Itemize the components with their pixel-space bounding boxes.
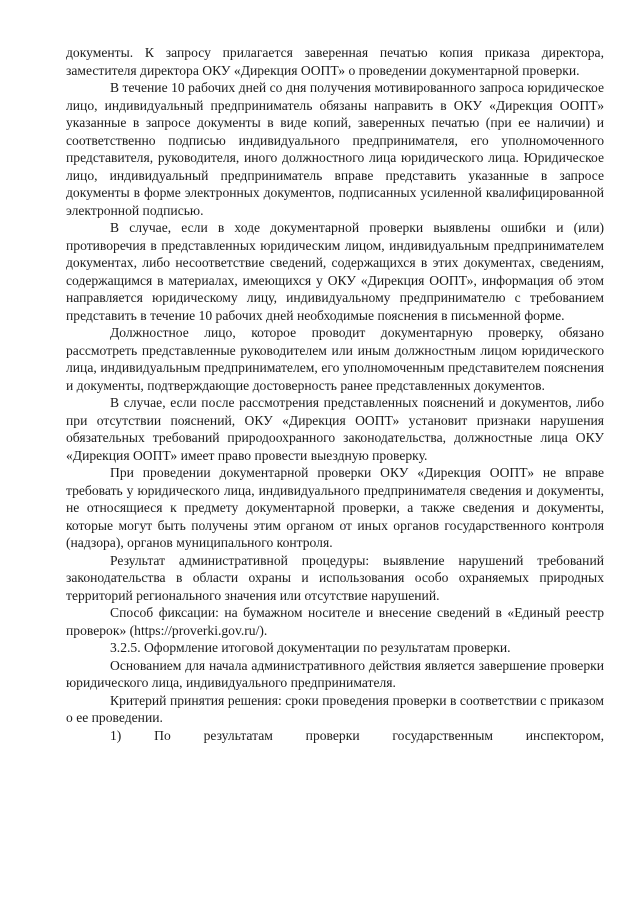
paragraph-official-review: Должностное лицо, которое проводит документарную проверку, обязано рассмотреть представленные руководителем или иным должностным лицом юридического лица, индивидуальным предпринимателем, его уполномоченным представителем пояснения и документы, подтверждающие достоверность ранее представленных документов. (66, 325, 604, 393)
paragraph-procedure-result: Результат административной процедуры: выявление нарушений требований законодательства в области охраны и использования особо охраняемых природных территорий регионального значения или отсутствие нарушений. (66, 552, 604, 603)
list-item-1: 1) По результатам проверки государственным инспектором, (110, 727, 604, 743)
paragraph-response-deadline: В течение 10 рабочих дней со дня получения мотивированного запроса юридическое лицо, индивидуальный предприниматель обязаны направить в ОКУ «Дирекция ООПТ» указанные в запросе документы в виде копий, заверенных печатью (при ее наличии) и соответственно подписью индивидуального предпринимателя, его уполномоченного представителя, руководителя, иного должностного лица юридического лица. Юридическое лицо, индивидуальный предприниматель вправе представить указанные в запросе документы в форме электронных документов, подписанных усиленной квалифицированной электронной подписью. (66, 80, 604, 218)
paragraph-errors-found: В случае, если в ходе документарной проверки выявлены ошибки и (или) противоречия в представленных юридическим лицом, индивидуальным предпринимателем документах, либо несоответствие сведений, содержащихся в этих документах, сведениям, содержащимся в материалах, имеющихся у ОКУ «Дирекция ООПТ», информация об этом направляется юридическому лицу, индивидуальному предпринимателю с требованием представить в течение 10 рабочих дней необходимые пояснения в письменной форме. (66, 220, 604, 323)
paragraph-recording-method: Способ фиксации: на бумажном носителе и внесение сведений в «Единый реестр проверок» (https://proverki.gov.ru/). (66, 605, 604, 638)
paragraph-field-inspection: В случае, если после рассмотрения представленных пояснений и документов, либо при отсутствии пояснений, ОКУ «Дирекция ООПТ» установит признаки нарушения обязательных требований природоохранного законодательства, должностные лица ОКУ «Дирекция ООПТ» имеет право провести выездную проверку. (66, 395, 604, 463)
paragraph-action-basis: Основанием для начала административного действия является завершение проверки юридического лица, индивидуального предпринимателя. (66, 657, 604, 690)
paragraph-decision-criterion: Критерий принятия решения: сроки проведения проверки в соответствии с приказом о ее проведении. (66, 692, 604, 725)
paragraph-request-attachment: документы. К запросу прилагается заверенная печатью копия приказа директора, заместителя директора ОКУ «Дирекция ООПТ» о проведении документарной проверки. (66, 45, 604, 78)
paragraph-restrictions: При проведении документарной проверки ОКУ «Дирекция ООПТ» не вправе требовать у юридического лица, индивидуального предпринимателя сведения и документы, не относящиеся к предмету документарной проверки, а также сведения и документы, которые могут быть получены этим органом от иных органов государственного контроля (надзора), органов муниципального контроля. (66, 465, 604, 550)
section-heading-3-2-5: 3.2.5. Оформление итоговой документации по результатам проверки. (110, 640, 511, 655)
